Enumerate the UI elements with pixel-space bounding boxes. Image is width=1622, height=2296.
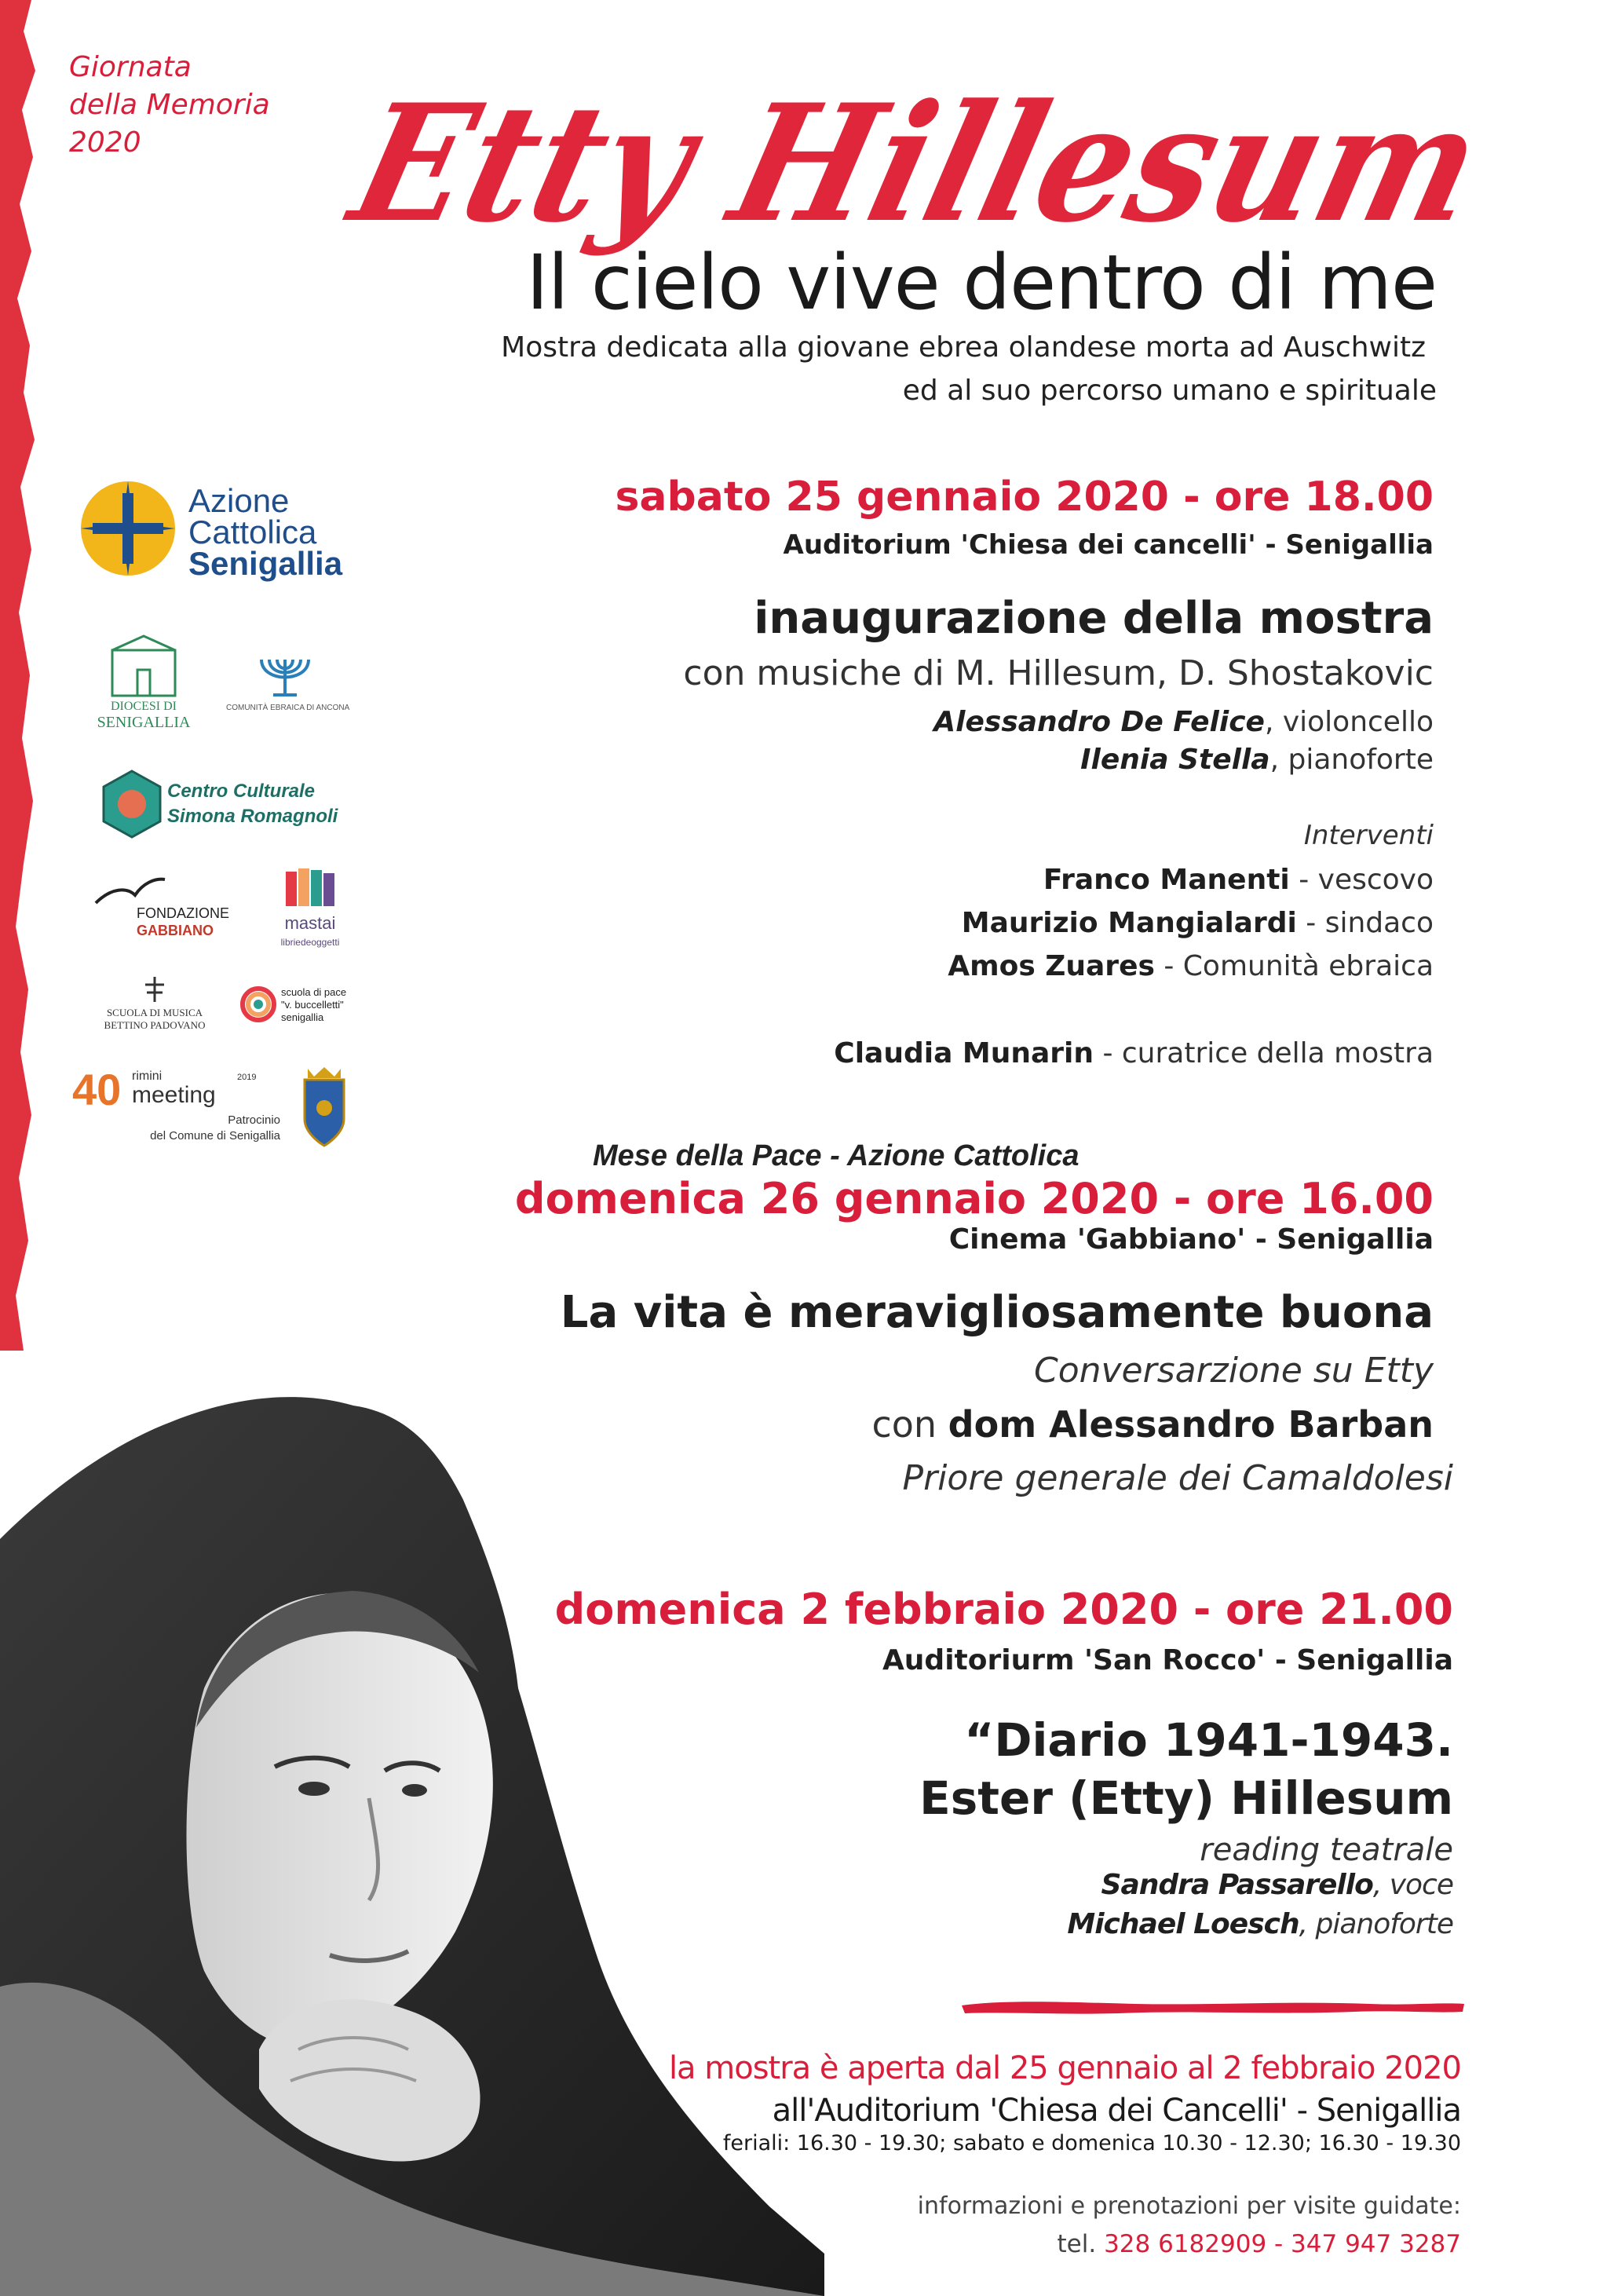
azione-cattolica-emblem (77, 477, 179, 579)
title-etty-hillesum (335, 63, 1620, 267)
event1-title: inaugurazione della mostra (754, 593, 1434, 644)
event1-date: sabato 25 gennaio 2020 - ore 18.00 (615, 473, 1434, 521)
exhibition-dates: la mostra è aperta dal 25 gennaio al 2 febbraio 2020 (668, 2050, 1461, 2086)
performer-role: , voce (1372, 1869, 1453, 1901)
comune-senigallia-logo (143, 1064, 371, 1150)
event2-subtitle: Conversarzione su Etty (1033, 1351, 1434, 1391)
book-icon (284, 867, 336, 911)
red-brush-divider (962, 1994, 1464, 2021)
event2-guest-role: Priore generale dei Camaldolesi (902, 1458, 1453, 1498)
guest-prefix: con (871, 1403, 948, 1446)
exhibition-place: all'Auditorium 'Chiesa dei Cancelli' - Senigallia (772, 2093, 1461, 2129)
info-label: informazioni e prenotazioni per visite guidate: (917, 2192, 1461, 2220)
event3-title-line-1: “Diario 1941-1943. (964, 1713, 1453, 1767)
hexagon-badge-icon (100, 770, 163, 839)
fondazione-line-2: GABBIANO (137, 923, 214, 938)
fondazione-gabbiano-logo (88, 872, 245, 950)
performer-name: Alessandro De Felice (933, 706, 1265, 738)
event1-speaker-3 (948, 948, 1434, 985)
speaker-role: - sindaco (1296, 907, 1434, 939)
coat-of-arms-icon (300, 1064, 349, 1150)
scuola-pace-logo (240, 980, 374, 1035)
mastai-logo (267, 867, 353, 953)
tel-numbers: 328 6182909 - 347 947 3287 (1104, 2230, 1461, 2258)
event1-speaker-2 (962, 905, 1434, 942)
centro-line-1: Centro Culturale (167, 781, 316, 802)
mastai-line-1: mastai (284, 913, 336, 933)
scuola-pace-line-2: "v. buccelletti" (281, 999, 344, 1011)
curator-name: Claudia Munarin (834, 1037, 1094, 1069)
guest-name: dom Alessandro Barban (948, 1403, 1434, 1446)
event2-place: Cinema 'Gabbiano' - Senigallia (948, 1223, 1434, 1256)
tel-prefix: tel. (1057, 2230, 1105, 2258)
azione-line-2: Cattolica (188, 514, 317, 550)
event3-type: reading teatrale (1200, 1832, 1453, 1868)
performer-name: Sandra Passarello (1101, 1869, 1373, 1901)
speaker-name: Maurizio Mangialardi (961, 907, 1297, 939)
meeting-year: 2019 (237, 1073, 257, 1082)
azione-line-3: Senigallia (188, 545, 343, 582)
subtitle: Il cielo vive dentro di me (526, 239, 1437, 327)
etty-portrait-image (0, 1358, 824, 2296)
event1-performer-2 (1080, 742, 1434, 778)
fondazione-line-1: FONDAZIONE (137, 905, 230, 921)
music-school-icon (139, 974, 170, 1005)
event3-date: domenica 2 febbraio 2020 - ore 21.00 (554, 1585, 1453, 1634)
meeting-rimini: rimini (132, 1069, 163, 1083)
meeting-40: 40 (72, 1065, 122, 1114)
patrocinio-line-1: Patrocinio (228, 1113, 280, 1127)
event2-guest (871, 1402, 1434, 1447)
event1-music: con musiche di M. Hillesum, D. Shostakovic (683, 653, 1434, 693)
event2-date: domenica 26 gennaio 2020 - ore 16.00 (514, 1174, 1434, 1223)
diocesi-line-1: DIOCESI DI (111, 700, 177, 713)
event3-place: Auditoriurm 'San Rocco' - Senigallia (882, 1644, 1453, 1676)
diocesi-line-2: SENIGALLIA (97, 714, 191, 731)
event2-title: La vita è meravigliosamente buona (560, 1287, 1434, 1338)
telephone (1058, 2228, 1461, 2260)
azione-line-1: Azione (188, 482, 290, 519)
performer-name: Michael Loesch (1067, 1908, 1299, 1940)
interventions-label: Interventi (1303, 820, 1434, 851)
event1-place: Auditorium 'Chiesa dei cancelli' - Senigallia (783, 529, 1434, 561)
event3-title-line-2: Ester (Etty) Hillesum (919, 1771, 1453, 1825)
azione-cattolica-logo (77, 477, 375, 587)
diocesi-senigallia-logo (85, 634, 203, 729)
rainbow-circle-icon (240, 986, 276, 1022)
event2-series: Mese della Pace - Azione Cattolica (593, 1139, 1080, 1172)
speaker-role: - vescovo (1289, 864, 1434, 896)
event1-speaker-1 (1043, 861, 1434, 899)
exhibition-hours: feriali: 16.30 - 19.30; sabato e domenica 10.30 - 12.30; 16.30 - 19.30 (722, 2131, 1461, 2155)
performer-role: , pianoforte (1269, 744, 1434, 776)
performer-role: , pianoforte (1299, 1908, 1453, 1940)
description-line-1: Mostra dedicata alla giovane ebrea olandese morta ad Auschwitz (501, 331, 1426, 364)
scuola-pace-line-1: scuola di pace (281, 986, 347, 998)
comunita-ebraica-logo (226, 652, 350, 730)
event3-performer-2 (1067, 1907, 1453, 1943)
mastai-line-2: libriedeoggetti (280, 937, 340, 948)
patrocinio-line-2: del Comune di Senigallia (150, 1129, 280, 1143)
speaker-name: Franco Manenti (1043, 864, 1290, 896)
performer-role: , violoncello (1264, 706, 1434, 738)
giornata-line-2: della Memoria (69, 89, 270, 121)
performer-name: Ilenia Stella (1080, 744, 1270, 776)
menorah-icon (258, 652, 312, 699)
giornata-line-3: 2020 (69, 126, 141, 159)
description-line-2: ed al suo percorso umano e spirituale (902, 375, 1437, 407)
cathedral-icon (104, 634, 183, 697)
event1-curator (834, 1035, 1434, 1073)
speaker-role: - Comunità ebraica (1154, 950, 1434, 982)
title-text: Etty Hillesum (335, 69, 1620, 259)
comunita-text: COMUNITÀ EBRAICA DI ANCONA (226, 704, 350, 712)
scuola-musica-logo (88, 974, 221, 1044)
curator-role: - curatrice della mostra (1094, 1037, 1434, 1069)
centro-line-2: Simona Romagnoli (167, 806, 338, 827)
centro-culturale-logo (100, 770, 360, 840)
giornata-memoria-label (69, 49, 305, 162)
scuola-musica-line-1: SCUOLA DI MUSICA (106, 1007, 203, 1018)
event3-performer-1 (1101, 1867, 1453, 1903)
speaker-name: Amos Zuares (948, 950, 1155, 982)
red-brush-edge (0, 0, 63, 1351)
scuola-pace-line-3: senigallia (281, 1011, 324, 1023)
meeting-word: meeting (132, 1082, 216, 1108)
event1-performer-1 (933, 704, 1434, 740)
scuola-musica-line-2: BETTINO PADOVANO (104, 1019, 206, 1031)
giornata-line-1: Giornata (69, 51, 192, 83)
